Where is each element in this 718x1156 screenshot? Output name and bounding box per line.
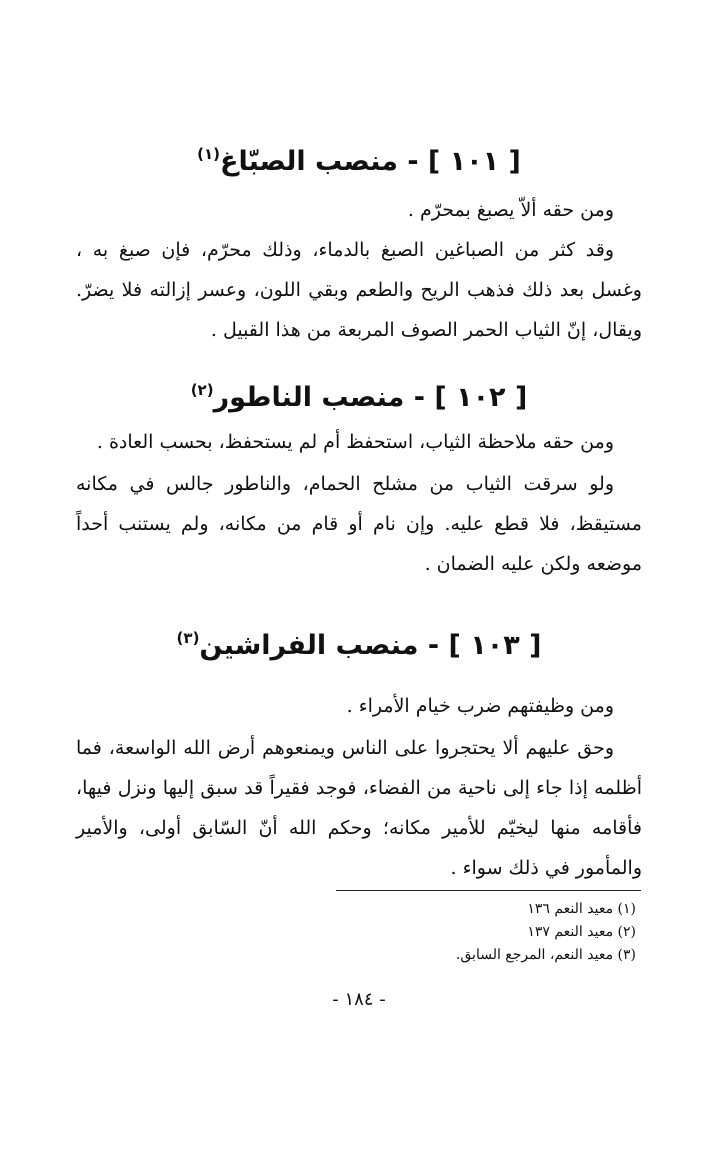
paragraph: وحق عليهم ألا يحتجروا على الناس ويمنعوهم أرض الله الواسعة، فما أظلمه إذا جاء إلى ناحية من الفضاء، فوجد فقيراً قد سبق إليها ونزل فيها، فأقامه منها ليخيّم للأمير مكانه؛ وحكم الله أنّ السّابق أولى، والأمير والمأمور في ذلك سواء . bbox=[76, 737, 642, 879]
paragraph: ولو سرقت الثياب من مشلح الحمام، والناطور جالس في مكانه مستيقظ، فلا قطع عليه. وإن نام أو قام من مكانه، ولم يستنب أحداً موضعه ولكن عليه الضمان . bbox=[76, 473, 642, 575]
section-heading-101 bbox=[0, 142, 718, 182]
footnote-item: (٣) معيد النعم، المرجع السابق. bbox=[455, 947, 636, 963]
section-heading-103 bbox=[0, 626, 718, 666]
paragraph: ومن وظيفتهم ضرب خيام الأمراء . bbox=[346, 695, 614, 717]
section-title: [ ١٠١ ] - منصب الصبّاغ bbox=[220, 146, 521, 177]
footnote-item: (٢) معيد النعم ١٣٧ bbox=[527, 924, 636, 940]
paragraph: ومن حقه ألاّ يصبغ بمحرّم . bbox=[407, 199, 614, 221]
footnote-marker: (٣) bbox=[176, 629, 200, 647]
footnote-item: (١) معيد النعم ١٣٦ bbox=[527, 901, 636, 917]
footnotes-list bbox=[456, 898, 636, 967]
paragraph: ومن حقه ملاحظة الثياب، استحفظ أم لم يستحفظ، بحسب العادة . bbox=[96, 431, 614, 453]
page-number: - ١٨٤ - bbox=[332, 989, 386, 1010]
section-title: [ ١٠٣ ] - منصب الفراشين bbox=[199, 630, 542, 661]
footnote-marker: (١) bbox=[197, 145, 220, 163]
section-heading-102 bbox=[0, 378, 718, 418]
paragraph: وقد كثر من الصباغين الصبغ بالدماء، وذلك محرّم، فإن صبغ به ، وغسل بعد ذلك فذهب الريح والطعم وبقي اللون، وعسر إزالته فلا يضرّ. ويقال، إنّ الثياب الحمر الصوف المربعة من هذا القبيل . bbox=[76, 239, 642, 341]
footnote-marker: (٢) bbox=[190, 381, 214, 399]
section-title: [ ١٠٢ ] - منصب الناطور bbox=[213, 382, 528, 413]
footnote-divider bbox=[336, 890, 641, 891]
